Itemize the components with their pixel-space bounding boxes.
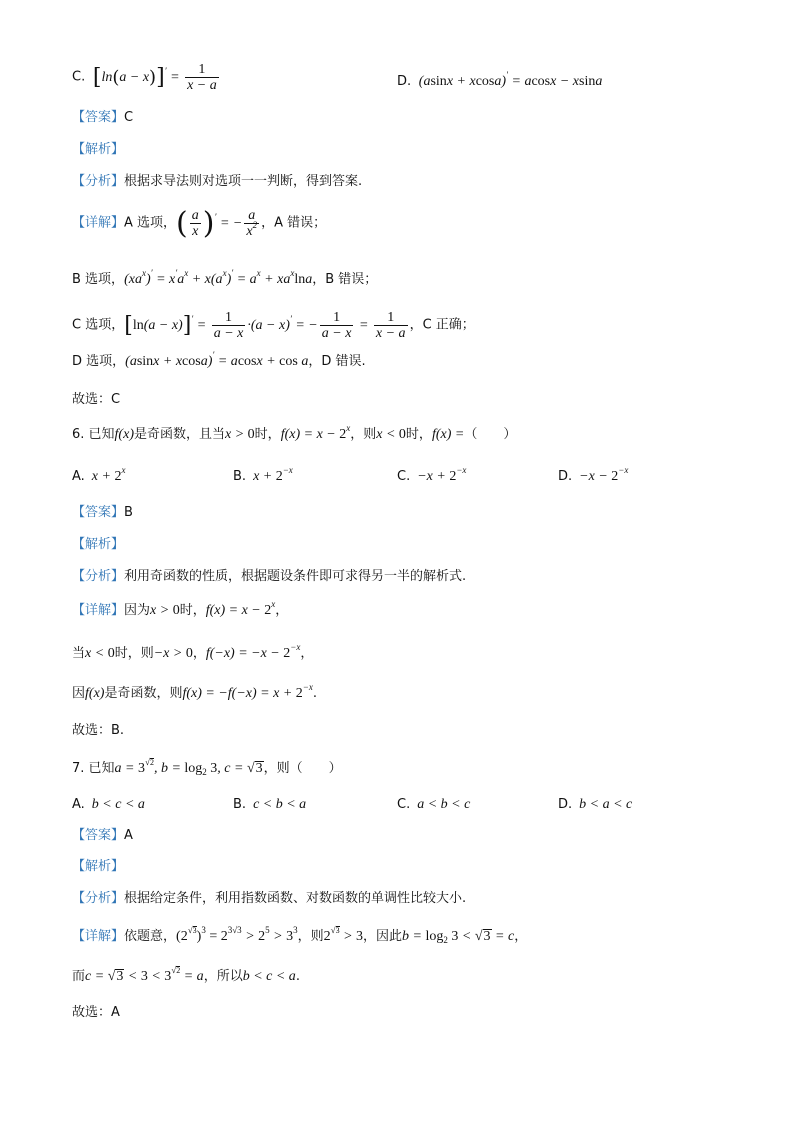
q7-option-a: A. b < c < a [72,797,145,812]
choice-1: 故选：C [72,392,121,407]
analysis-2: 【分析】利用奇函数的性质，根据题设条件即可求得另一半的解析式. [72,569,467,584]
analysis-2-heading: 【解析】 [72,537,125,552]
detail-2-b: 当x < 0时，则−x > 0，$f(-x) = -x - 2^{-x}$， [72,642,314,661]
analysis-3-heading: 【解析】 [72,859,125,874]
choice-2: 故选：B. [72,723,125,738]
q6-option-a: A. $x + 2^x$ [72,465,126,484]
q6-option-b: B. $x + 2^{-x}$ [233,465,293,484]
detail-3-a: 【详解】依题意，$(2^{√3})^3 = 2^{3√3} > 2^5 > 3^3$，则$2^{√3} > 3$，因此$b = \log_2 3 < √3 = c$， [72,925,528,945]
question-7: 7. 已知$a = 3^{√2}$, $b = \log_2 3$, c = √3，则（ ） [72,757,342,777]
analysis-1: 【分析】根据求导法则对选项一一判断，得到答案. [72,174,363,189]
choice-3: 故选：A [72,1005,120,1020]
q6-option-d: D. $-x - 2^{-x}$ [558,465,629,484]
detail-1-c: C 选项，[ln(a − x)]′ = $\frac{1}{a - x}$ ·(a − x)′ = − $\frac{1}{a - x}$ = $\frac{1}{x - a}$ ，C 正确； [72,310,475,341]
q6-option-c: C. $-x + 2^{-x}$ [397,465,467,484]
analysis-1-heading: 【解析】 [72,142,125,157]
question-6: 6. 已知f(x)是奇函数，且当x > 0时，$f(x) = x - 2^x$，则x < 0时，f(x) =（ ） [72,423,517,442]
detail-2-c: 因f(x)是奇函数，则$f(x) = -f(-x) = x + 2^{-x}$. [72,682,317,701]
q7-option-d: D. b < a < c [558,797,633,812]
analysis-3: 【分析】根据给定条件，利用指数函数、对数函数的单调性比较大小. [72,891,467,906]
detail-1-b: B 选项，$(xa^x)' = x'a^x + x(a^x)' = a^x + xa^x\ln a$，B 错误； [72,268,378,287]
detail-2-a: 【详解】因为x > 0时，$f(x) = x - 2^x$， [72,599,289,618]
detail-1-d: D 选项，(asinx + xcosa)′ = acosx + cos a，D 错误. [72,350,366,369]
detail-1-a: 【详解】A 选项，( $\frac{a}{x}$ )′ = − $\frac{a}{x^2}$ ，A 错误； [72,205,327,241]
q7-option-b: B. c < b < a [233,797,307,812]
option-c-line: C. [ln(a − x)]′ = $\frac{1}{x - a}$ [72,62,217,93]
answer-3: 【答案】A [72,828,133,843]
option-d-line: D. (asinx + xcosa)′ = acosx − xsina [397,70,603,89]
q7-option-c: C. a < b < c [397,797,471,812]
detail-3-b: 而$c = √3 < 3 < 3^{√2} = a$，所以b < c < a. [72,965,300,984]
answer-1: 【答案】C [72,110,134,125]
answer-2: 【答案】B [72,505,133,520]
